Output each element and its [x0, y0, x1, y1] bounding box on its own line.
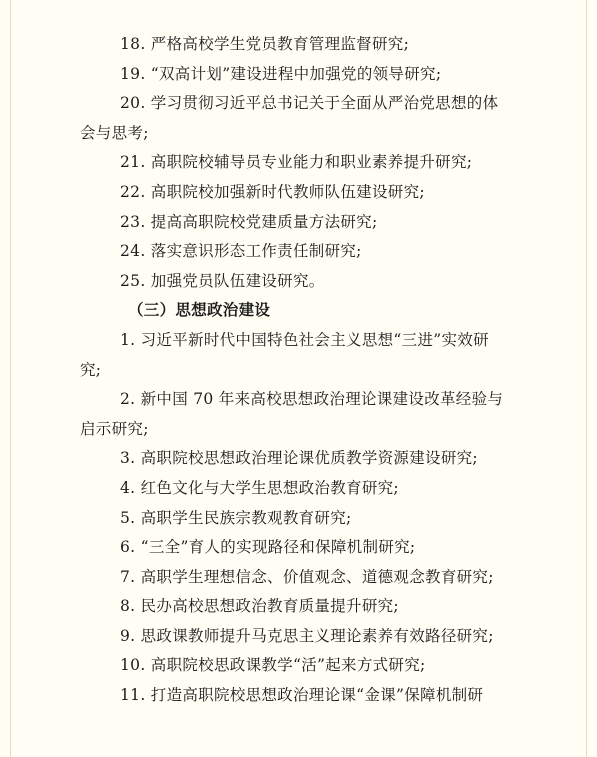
list-item: 1. 习近平新时代中国特色社会主义思想“三进”实效研: [120, 330, 489, 349]
list-item: 25. 加强党员队伍建设研究。: [120, 271, 325, 290]
document-body: [80, 30, 517, 711]
list-item: 8. 民办高校思想政治教育质量提升研究;: [120, 597, 399, 616]
list-item: 19. “双高计划”建设进程中加强党的领导研究;: [120, 64, 442, 83]
list-item: 5. 高职学生民族宗教观教育研究;: [120, 508, 352, 527]
page-border-right: [586, 0, 587, 757]
list-item: 6. “三全”育人的实现路径和保障机制研究;: [120, 538, 416, 557]
section-heading: （三）思想政治建设: [128, 301, 271, 320]
list-item: 2. 新中国 70 年来高校思想政治理论课建设改革经验与: [120, 390, 504, 409]
list-item: 22. 高职院校加强新时代教师队伍建设研究;: [120, 182, 425, 201]
list-item-continuation: 会与思考;: [80, 123, 149, 142]
list-item: 20. 学习贯彻习近平总书记关于全面从严治党思想的体: [120, 94, 499, 113]
list-item-continuation: 启示研究;: [80, 419, 149, 438]
list-item: 18. 严格高校学生党员教育管理监督研究;: [120, 35, 410, 53]
list-item: 7. 高职学生理想信念、价值观念、道德观念教育研究;: [120, 567, 494, 586]
list-item: 21. 高职院校辅导员专业能力和职业素养提升研究;: [120, 153, 473, 172]
list-item: 23. 提高高职院校党建质量方法研究;: [120, 212, 378, 231]
list-item: 11. 打造高职院校思想政治理论课“金课”保障机制研: [120, 686, 484, 705]
list-item: 10. 高职院校思政课教学“活”起来方式研究;: [120, 656, 426, 675]
list-item: 4. 红色文化与大学生思想政治教育研究;: [120, 478, 399, 497]
list-item: 9. 思政课教师提升马克思主义理论素养有效路径研究;: [120, 626, 494, 645]
page-border-left: [10, 0, 11, 757]
list-item: 24. 落实意识形态工作责任制研究;: [120, 242, 362, 261]
list-item-continuation: 究;: [80, 360, 102, 379]
list-item: 3. 高职院校思想政治理论课优质教学资源建设研究;: [120, 449, 478, 468]
